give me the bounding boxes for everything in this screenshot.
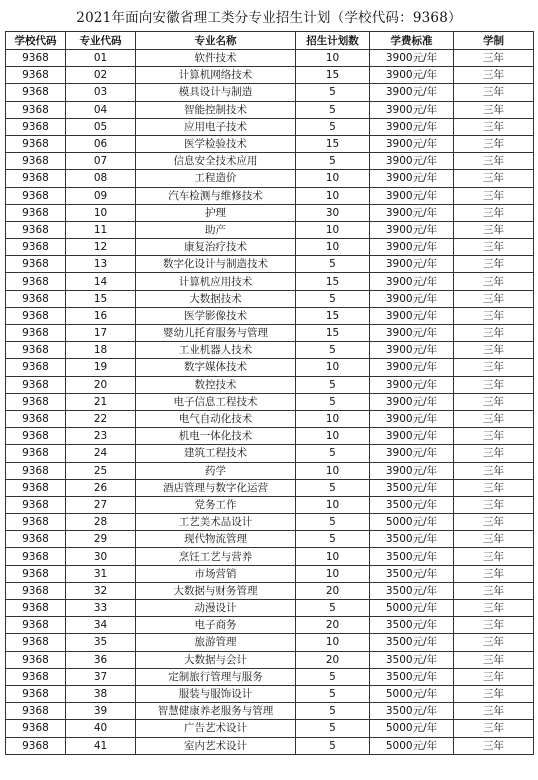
cell-enrollment-count: 10 bbox=[296, 462, 370, 479]
cell-duration: 三年 bbox=[454, 187, 534, 204]
cell-major-code: 06 bbox=[66, 135, 136, 152]
table-row bbox=[6, 617, 534, 634]
table-row bbox=[6, 600, 534, 617]
cell-major-name: 定制旅行管理与服务 bbox=[136, 668, 296, 685]
header-enrollment-count: 招生计划数 bbox=[296, 32, 370, 50]
cell-major-name: 数字媒体技术 bbox=[136, 359, 296, 376]
cell-duration: 三年 bbox=[454, 376, 534, 393]
cell-tuition: 3900元/年 bbox=[370, 50, 454, 67]
cell-enrollment-count: 5 bbox=[296, 703, 370, 720]
cell-duration: 三年 bbox=[454, 462, 534, 479]
cell-enrollment-count: 5 bbox=[296, 737, 370, 754]
cell-enrollment-count: 5 bbox=[296, 668, 370, 685]
cell-major-code: 30 bbox=[66, 548, 136, 565]
cell-major-code: 18 bbox=[66, 342, 136, 359]
cell-major-name: 医学检验技术 bbox=[136, 135, 296, 152]
cell-tuition: 3900元/年 bbox=[370, 376, 454, 393]
cell-duration: 三年 bbox=[454, 479, 534, 496]
cell-duration: 三年 bbox=[454, 651, 534, 668]
table-row bbox=[6, 101, 534, 118]
cell-duration: 三年 bbox=[454, 496, 534, 513]
cell-major-code: 34 bbox=[66, 617, 136, 634]
table-body bbox=[6, 50, 534, 755]
cell-school-code: 9368 bbox=[6, 634, 66, 651]
cell-tuition: 3500元/年 bbox=[370, 565, 454, 582]
cell-tuition: 3900元/年 bbox=[370, 462, 454, 479]
table-row bbox=[6, 445, 534, 462]
enrollment-plan-table bbox=[5, 31, 534, 755]
cell-tuition: 5000元/年 bbox=[370, 514, 454, 531]
cell-major-code: 37 bbox=[66, 668, 136, 685]
cell-major-code: 41 bbox=[66, 737, 136, 754]
cell-major-code: 32 bbox=[66, 582, 136, 599]
table-row bbox=[6, 67, 534, 84]
cell-enrollment-count: 10 bbox=[296, 221, 370, 238]
cell-major-code: 38 bbox=[66, 685, 136, 702]
cell-major-code: 17 bbox=[66, 325, 136, 342]
cell-tuition: 3500元/年 bbox=[370, 531, 454, 548]
cell-enrollment-count: 15 bbox=[296, 307, 370, 324]
cell-tuition: 3900元/年 bbox=[370, 84, 454, 101]
cell-duration: 三年 bbox=[454, 204, 534, 221]
cell-duration: 三年 bbox=[454, 50, 534, 67]
cell-duration: 三年 bbox=[454, 256, 534, 273]
table-row bbox=[6, 290, 534, 307]
header-row bbox=[6, 32, 534, 50]
cell-duration: 三年 bbox=[454, 221, 534, 238]
cell-school-code: 9368 bbox=[6, 342, 66, 359]
table-row bbox=[6, 342, 534, 359]
table-row bbox=[6, 548, 534, 565]
cell-major-code: 10 bbox=[66, 204, 136, 221]
cell-tuition: 3900元/年 bbox=[370, 393, 454, 410]
cell-major-name: 广告艺术设计 bbox=[136, 720, 296, 737]
cell-major-name: 大数据与财务管理 bbox=[136, 582, 296, 599]
table-row bbox=[6, 685, 534, 702]
cell-school-code: 9368 bbox=[6, 651, 66, 668]
cell-school-code: 9368 bbox=[6, 531, 66, 548]
cell-school-code: 9368 bbox=[6, 685, 66, 702]
cell-duration: 三年 bbox=[454, 685, 534, 702]
cell-enrollment-count: 5 bbox=[296, 514, 370, 531]
cell-duration: 三年 bbox=[454, 307, 534, 324]
cell-tuition: 5000元/年 bbox=[370, 737, 454, 754]
cell-school-code: 9368 bbox=[6, 273, 66, 290]
cell-tuition: 3900元/年 bbox=[370, 221, 454, 238]
cell-enrollment-count: 5 bbox=[296, 84, 370, 101]
cell-duration: 三年 bbox=[454, 135, 534, 152]
cell-school-code: 9368 bbox=[6, 737, 66, 754]
cell-school-code: 9368 bbox=[6, 462, 66, 479]
cell-enrollment-count: 10 bbox=[296, 50, 370, 67]
cell-major-code: 33 bbox=[66, 600, 136, 617]
cell-tuition: 3900元/年 bbox=[370, 256, 454, 273]
header-major-name: 专业名称 bbox=[136, 32, 296, 50]
cell-major-code: 05 bbox=[66, 118, 136, 135]
table-row bbox=[6, 135, 534, 152]
cell-major-name: 室内艺术设计 bbox=[136, 737, 296, 754]
cell-school-code: 9368 bbox=[6, 170, 66, 187]
table-row bbox=[6, 153, 534, 170]
table-row bbox=[6, 462, 534, 479]
table-row bbox=[6, 703, 534, 720]
cell-school-code: 9368 bbox=[6, 135, 66, 152]
cell-duration: 三年 bbox=[454, 737, 534, 754]
cell-tuition: 3900元/年 bbox=[370, 273, 454, 290]
cell-enrollment-count: 10 bbox=[296, 187, 370, 204]
cell-major-name: 党务工作 bbox=[136, 496, 296, 513]
cell-major-name: 烹饪工艺与营养 bbox=[136, 548, 296, 565]
cell-major-code: 29 bbox=[66, 531, 136, 548]
cell-duration: 三年 bbox=[454, 101, 534, 118]
cell-school-code: 9368 bbox=[6, 67, 66, 84]
cell-school-code: 9368 bbox=[6, 187, 66, 204]
cell-major-code: 26 bbox=[66, 479, 136, 496]
cell-major-code: 24 bbox=[66, 445, 136, 462]
cell-duration: 三年 bbox=[454, 565, 534, 582]
cell-school-code: 9368 bbox=[6, 428, 66, 445]
cell-duration: 三年 bbox=[454, 410, 534, 427]
cell-school-code: 9368 bbox=[6, 548, 66, 565]
table-row bbox=[6, 479, 534, 496]
table-row bbox=[6, 634, 534, 651]
cell-school-code: 9368 bbox=[6, 307, 66, 324]
cell-major-code: 39 bbox=[66, 703, 136, 720]
cell-major-code: 11 bbox=[66, 221, 136, 238]
cell-enrollment-count: 5 bbox=[296, 290, 370, 307]
cell-tuition: 3900元/年 bbox=[370, 170, 454, 187]
table-header bbox=[6, 32, 534, 50]
table-row bbox=[6, 668, 534, 685]
cell-school-code: 9368 bbox=[6, 393, 66, 410]
cell-major-name: 数控技术 bbox=[136, 376, 296, 393]
cell-duration: 三年 bbox=[454, 548, 534, 565]
table-row bbox=[6, 221, 534, 238]
table-row bbox=[6, 651, 534, 668]
cell-major-code: 25 bbox=[66, 462, 136, 479]
cell-major-name: 电子信息工程技术 bbox=[136, 393, 296, 410]
cell-enrollment-count: 5 bbox=[296, 479, 370, 496]
cell-school-code: 9368 bbox=[6, 668, 66, 685]
cell-duration: 三年 bbox=[454, 634, 534, 651]
cell-duration: 三年 bbox=[454, 703, 534, 720]
cell-tuition: 3900元/年 bbox=[370, 428, 454, 445]
table-row bbox=[6, 720, 534, 737]
cell-school-code: 9368 bbox=[6, 153, 66, 170]
cell-school-code: 9368 bbox=[6, 410, 66, 427]
cell-school-code: 9368 bbox=[6, 204, 66, 221]
cell-tuition: 3500元/年 bbox=[370, 617, 454, 634]
table-row bbox=[6, 359, 534, 376]
cell-major-code: 07 bbox=[66, 153, 136, 170]
cell-major-name: 电气自动化技术 bbox=[136, 410, 296, 427]
cell-enrollment-count: 5 bbox=[296, 445, 370, 462]
cell-tuition: 5000元/年 bbox=[370, 685, 454, 702]
cell-school-code: 9368 bbox=[6, 479, 66, 496]
cell-enrollment-count: 5 bbox=[296, 685, 370, 702]
cell-enrollment-count: 20 bbox=[296, 617, 370, 634]
cell-major-code: 20 bbox=[66, 376, 136, 393]
cell-major-name: 建筑工程技术 bbox=[136, 445, 296, 462]
cell-major-code: 40 bbox=[66, 720, 136, 737]
cell-tuition: 3500元/年 bbox=[370, 496, 454, 513]
cell-major-code: 16 bbox=[66, 307, 136, 324]
cell-enrollment-count: 5 bbox=[296, 101, 370, 118]
cell-tuition: 3500元/年 bbox=[370, 548, 454, 565]
cell-major-code: 02 bbox=[66, 67, 136, 84]
cell-major-name: 动漫设计 bbox=[136, 600, 296, 617]
cell-school-code: 9368 bbox=[6, 118, 66, 135]
table-row bbox=[6, 565, 534, 582]
cell-major-name: 婴幼儿托育服务与管理 bbox=[136, 325, 296, 342]
cell-enrollment-count: 5 bbox=[296, 600, 370, 617]
cell-tuition: 3500元/年 bbox=[370, 703, 454, 720]
cell-enrollment-count: 15 bbox=[296, 273, 370, 290]
cell-tuition: 3900元/年 bbox=[370, 204, 454, 221]
cell-tuition: 3900元/年 bbox=[370, 67, 454, 84]
cell-school-code: 9368 bbox=[6, 256, 66, 273]
cell-tuition: 3900元/年 bbox=[370, 307, 454, 324]
cell-school-code: 9368 bbox=[6, 325, 66, 342]
cell-school-code: 9368 bbox=[6, 720, 66, 737]
cell-tuition: 3900元/年 bbox=[370, 118, 454, 135]
table-row bbox=[6, 376, 534, 393]
header-duration: 学制 bbox=[454, 32, 534, 50]
table-row bbox=[6, 531, 534, 548]
cell-major-code: 31 bbox=[66, 565, 136, 582]
cell-school-code: 9368 bbox=[6, 221, 66, 238]
cell-major-code: 14 bbox=[66, 273, 136, 290]
cell-tuition: 3900元/年 bbox=[370, 187, 454, 204]
cell-tuition: 3900元/年 bbox=[370, 290, 454, 307]
cell-duration: 三年 bbox=[454, 668, 534, 685]
cell-major-name: 电子商务 bbox=[136, 617, 296, 634]
cell-enrollment-count: 20 bbox=[296, 582, 370, 599]
cell-enrollment-count: 15 bbox=[296, 325, 370, 342]
cell-major-name: 旅游管理 bbox=[136, 634, 296, 651]
cell-duration: 三年 bbox=[454, 582, 534, 599]
cell-enrollment-count: 30 bbox=[296, 204, 370, 221]
table-row bbox=[6, 239, 534, 256]
cell-tuition: 3500元/年 bbox=[370, 668, 454, 685]
cell-duration: 三年 bbox=[454, 720, 534, 737]
cell-major-name: 应用电子技术 bbox=[136, 118, 296, 135]
cell-major-code: 09 bbox=[66, 187, 136, 204]
cell-enrollment-count: 10 bbox=[296, 548, 370, 565]
cell-school-code: 9368 bbox=[6, 290, 66, 307]
cell-tuition: 3500元/年 bbox=[370, 479, 454, 496]
cell-enrollment-count: 15 bbox=[296, 135, 370, 152]
cell-major-code: 22 bbox=[66, 410, 136, 427]
cell-major-code: 12 bbox=[66, 239, 136, 256]
cell-tuition: 5000元/年 bbox=[370, 600, 454, 617]
cell-major-name: 模具设计与制造 bbox=[136, 84, 296, 101]
cell-major-name: 信息安全技术应用 bbox=[136, 153, 296, 170]
cell-enrollment-count: 10 bbox=[296, 410, 370, 427]
cell-major-code: 35 bbox=[66, 634, 136, 651]
cell-major-code: 27 bbox=[66, 496, 136, 513]
cell-duration: 三年 bbox=[454, 290, 534, 307]
table-row bbox=[6, 84, 534, 101]
table-row bbox=[6, 325, 534, 342]
cell-major-code: 28 bbox=[66, 514, 136, 531]
table-row bbox=[6, 582, 534, 599]
table-row bbox=[6, 393, 534, 410]
cell-tuition: 3900元/年 bbox=[370, 153, 454, 170]
cell-duration: 三年 bbox=[454, 531, 534, 548]
cell-tuition: 5000元/年 bbox=[370, 720, 454, 737]
cell-tuition: 3500元/年 bbox=[370, 634, 454, 651]
cell-school-code: 9368 bbox=[6, 565, 66, 582]
document-title: 2021年面向安徽省理工类分专业招生计划（学校代码：9368） bbox=[76, 10, 462, 26]
cell-enrollment-count: 10 bbox=[296, 170, 370, 187]
cell-major-name: 现代物流管理 bbox=[136, 531, 296, 548]
cell-school-code: 9368 bbox=[6, 496, 66, 513]
cell-enrollment-count: 20 bbox=[296, 651, 370, 668]
cell-duration: 三年 bbox=[454, 84, 534, 101]
table-row bbox=[6, 170, 534, 187]
cell-major-name: 药学 bbox=[136, 462, 296, 479]
table-row bbox=[6, 496, 534, 513]
cell-major-code: 15 bbox=[66, 290, 136, 307]
cell-enrollment-count: 5 bbox=[296, 342, 370, 359]
cell-duration: 三年 bbox=[454, 428, 534, 445]
cell-duration: 三年 bbox=[454, 118, 534, 135]
cell-enrollment-count: 10 bbox=[296, 428, 370, 445]
cell-school-code: 9368 bbox=[6, 617, 66, 634]
cell-tuition: 3500元/年 bbox=[370, 651, 454, 668]
cell-school-code: 9368 bbox=[6, 239, 66, 256]
cell-major-code: 23 bbox=[66, 428, 136, 445]
cell-tuition: 3900元/年 bbox=[370, 359, 454, 376]
cell-school-code: 9368 bbox=[6, 514, 66, 531]
cell-duration: 三年 bbox=[454, 617, 534, 634]
cell-major-name: 市场营销 bbox=[136, 565, 296, 582]
cell-duration: 三年 bbox=[454, 170, 534, 187]
table-row bbox=[6, 118, 534, 135]
cell-enrollment-count: 10 bbox=[296, 565, 370, 582]
cell-tuition: 3500元/年 bbox=[370, 582, 454, 599]
cell-duration: 三年 bbox=[454, 445, 534, 462]
cell-major-name: 机电一体化技术 bbox=[136, 428, 296, 445]
cell-duration: 三年 bbox=[454, 393, 534, 410]
cell-tuition: 3900元/年 bbox=[370, 325, 454, 342]
cell-enrollment-count: 10 bbox=[296, 634, 370, 651]
table-row bbox=[6, 307, 534, 324]
cell-duration: 三年 bbox=[454, 273, 534, 290]
cell-major-code: 04 bbox=[66, 101, 136, 118]
table-row bbox=[6, 256, 534, 273]
table-row bbox=[6, 50, 534, 67]
cell-major-name: 智慧健康养老服务与管理 bbox=[136, 703, 296, 720]
cell-duration: 三年 bbox=[454, 153, 534, 170]
cell-major-name: 汽车检测与维修技术 bbox=[136, 187, 296, 204]
header-school-code: 学校代码 bbox=[6, 32, 66, 50]
cell-school-code: 9368 bbox=[6, 445, 66, 462]
table-row bbox=[6, 204, 534, 221]
cell-major-name: 智能控制技术 bbox=[136, 101, 296, 118]
cell-major-name: 计算机网络技术 bbox=[136, 67, 296, 84]
cell-enrollment-count: 5 bbox=[296, 153, 370, 170]
table-row bbox=[6, 514, 534, 531]
table-row bbox=[6, 273, 534, 290]
cell-major-code: 13 bbox=[66, 256, 136, 273]
cell-duration: 三年 bbox=[454, 342, 534, 359]
cell-school-code: 9368 bbox=[6, 600, 66, 617]
cell-school-code: 9368 bbox=[6, 50, 66, 67]
header-tuition: 学费标准 bbox=[370, 32, 454, 50]
cell-school-code: 9368 bbox=[6, 376, 66, 393]
table-row bbox=[6, 737, 534, 754]
cell-duration: 三年 bbox=[454, 514, 534, 531]
cell-major-name: 酒店管理与数字化运营 bbox=[136, 479, 296, 496]
cell-major-code: 03 bbox=[66, 84, 136, 101]
cell-major-code: 08 bbox=[66, 170, 136, 187]
table-row bbox=[6, 410, 534, 427]
cell-school-code: 9368 bbox=[6, 101, 66, 118]
cell-duration: 三年 bbox=[454, 67, 534, 84]
cell-major-name: 工业机器人技术 bbox=[136, 342, 296, 359]
cell-enrollment-count: 10 bbox=[296, 496, 370, 513]
cell-duration: 三年 bbox=[454, 359, 534, 376]
header-major-code: 专业代码 bbox=[66, 32, 136, 50]
cell-enrollment-count: 15 bbox=[296, 67, 370, 84]
cell-major-name: 服装与服饰设计 bbox=[136, 685, 296, 702]
cell-enrollment-count: 10 bbox=[296, 239, 370, 256]
cell-major-name: 康复治疗技术 bbox=[136, 239, 296, 256]
cell-enrollment-count: 5 bbox=[296, 393, 370, 410]
cell-major-name: 数字化设计与制造技术 bbox=[136, 256, 296, 273]
cell-major-name: 工程造价 bbox=[136, 170, 296, 187]
cell-duration: 三年 bbox=[454, 600, 534, 617]
cell-major-name: 软件技术 bbox=[136, 50, 296, 67]
cell-school-code: 9368 bbox=[6, 582, 66, 599]
cell-school-code: 9368 bbox=[6, 84, 66, 101]
cell-major-name: 护理 bbox=[136, 204, 296, 221]
cell-duration: 三年 bbox=[454, 325, 534, 342]
cell-duration: 三年 bbox=[454, 239, 534, 256]
cell-enrollment-count: 5 bbox=[296, 531, 370, 548]
cell-major-code: 19 bbox=[66, 359, 136, 376]
cell-enrollment-count: 5 bbox=[296, 256, 370, 273]
cell-enrollment-count: 5 bbox=[296, 720, 370, 737]
cell-enrollment-count: 5 bbox=[296, 118, 370, 135]
table-row bbox=[6, 187, 534, 204]
cell-major-name: 大数据技术 bbox=[136, 290, 296, 307]
cell-enrollment-count: 10 bbox=[296, 359, 370, 376]
table-row bbox=[6, 428, 534, 445]
cell-major-name: 医学影像技术 bbox=[136, 307, 296, 324]
cell-tuition: 3900元/年 bbox=[370, 342, 454, 359]
cell-major-name: 大数据与会计 bbox=[136, 651, 296, 668]
cell-enrollment-count: 5 bbox=[296, 376, 370, 393]
cell-major-code: 01 bbox=[66, 50, 136, 67]
cell-tuition: 3900元/年 bbox=[370, 410, 454, 427]
cell-school-code: 9368 bbox=[6, 359, 66, 376]
cell-tuition: 3900元/年 bbox=[370, 445, 454, 462]
cell-tuition: 3900元/年 bbox=[370, 135, 454, 152]
cell-major-code: 21 bbox=[66, 393, 136, 410]
cell-tuition: 3900元/年 bbox=[370, 239, 454, 256]
cell-tuition: 3900元/年 bbox=[370, 101, 454, 118]
cell-major-code: 36 bbox=[66, 651, 136, 668]
cell-major-name: 计算机应用技术 bbox=[136, 273, 296, 290]
cell-major-name: 助产 bbox=[136, 221, 296, 238]
cell-school-code: 9368 bbox=[6, 703, 66, 720]
cell-major-name: 工艺美术品设计 bbox=[136, 514, 296, 531]
